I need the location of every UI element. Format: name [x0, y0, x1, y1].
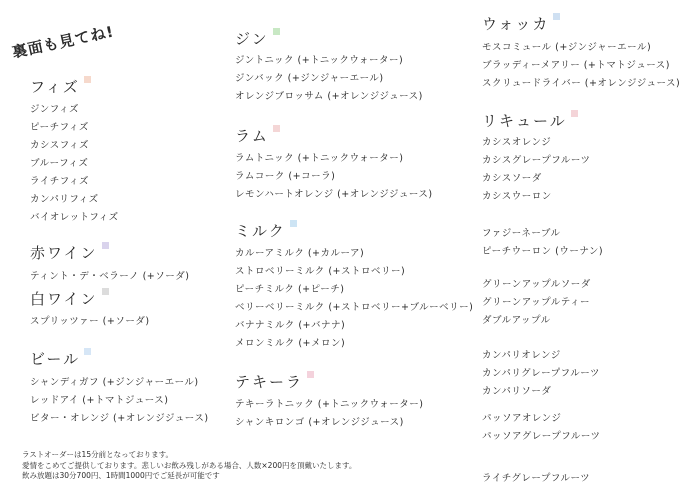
category-redwine [30, 244, 109, 262]
category-vodka [482, 15, 560, 33]
menu-item: ビター・オレンジ (+オレンジジュース) [30, 413, 209, 424]
menu-item: バナナミルク (+バナナ) [235, 320, 346, 331]
menu-item: ラムコーク (+コーラ) [235, 171, 336, 182]
beer-list [30, 374, 209, 428]
whitewine-list [30, 313, 150, 331]
menu-item: カシスグレープフルーツ [482, 155, 591, 166]
category-title-liqueur: リキュール [482, 112, 567, 130]
color-square-beer [84, 348, 91, 355]
menu-item: モスコミュール (+ジンジャーエール) [482, 42, 652, 53]
color-square-redwine [102, 242, 109, 249]
category-title-redwine: 赤ワイン [30, 244, 98, 262]
menu-item: 飲み放題は30分700円、1時間1000円でご延長が可能です [22, 471, 220, 480]
color-square-tequila [307, 371, 314, 378]
menu-item: シャンキロンゴ (+オレンジジュース) [235, 417, 404, 428]
category-gin [235, 30, 280, 48]
category-title-milk: ミルク [235, 222, 286, 240]
menu-item: カシスオレンジ [482, 137, 552, 148]
menu-item: 愛情をこめてご提供しております。悲しいお飲み残しがある場合、人数×200円を頂戴いたします。 [22, 460, 357, 470]
menu-item: グリーンアップルティー [482, 297, 591, 308]
menu-item: オレンジブロッサム (+オレンジジュース) [235, 91, 423, 102]
menu-item: カルーアミルク (+カルーア) [235, 248, 365, 259]
menu-item: ファジーネーブル [482, 228, 561, 239]
menu-item: カンパリグレープフルーツ [482, 368, 600, 379]
category-title-vodka: ウォッカ [482, 15, 550, 33]
menu-item: カシスソーダ [482, 173, 542, 184]
liqueur-passoa-group [482, 410, 600, 446]
menu-item: ジンフィズ [30, 104, 80, 115]
menu-item: ベリーベリーミルク (+ストロベリー+ブルーベリー) [235, 302, 474, 313]
category-rum [235, 127, 280, 145]
menu-item: カンパリオレンジ [482, 350, 561, 361]
fizz-list [30, 101, 119, 227]
menu-item: スプリッツァー (+ソーダ) [30, 316, 150, 327]
footer-notes [22, 450, 356, 482]
menu-item: ピーチフィズ [30, 122, 89, 133]
menu-item: シャンディガフ (+ジンジャーエール) [30, 377, 199, 388]
menu-item: レモンハートオレンジ (+オレンジジュース) [235, 189, 433, 200]
category-title-tequila: テキーラ [235, 373, 304, 391]
liqueur-peach-group [482, 225, 603, 261]
menu-item: ライチグレープフルーツ [482, 473, 591, 484]
menu-item: パッソアオレンジ [482, 413, 562, 424]
color-square-vodka [553, 13, 560, 20]
milk-list [235, 245, 473, 353]
redwine-list [30, 268, 189, 286]
back-side-note: 裏面も見てね! [10, 22, 116, 62]
menu-item: ブルーフィズ [30, 158, 89, 169]
menu-item: ダブルアップル [482, 315, 551, 326]
color-square-gin [273, 28, 280, 35]
menu-item: ピーチウーロン (ウーナン) [482, 246, 604, 257]
menu-item: ライチフィズ [30, 176, 89, 187]
menu-item: バイオレットフィズ [30, 212, 119, 223]
menu-item: グリーンアップルソーダ [482, 279, 591, 290]
category-beer [30, 350, 91, 368]
color-square-milk [290, 220, 297, 227]
category-tequila [235, 373, 314, 391]
color-square-whitewine [102, 288, 109, 295]
menu-item: レッドアイ (+トマトジュース) [30, 395, 169, 406]
liqueur-lychee-group [482, 470, 590, 488]
liqueur-apple-group [482, 276, 591, 330]
gin-list [235, 52, 423, 106]
category-title-beer: ビール [30, 350, 81, 368]
menu-item: ストロベリーミルク (+ストロベリー) [235, 266, 406, 277]
tequila-list [235, 396, 424, 432]
menu-item: メロンミルク (+メロン) [235, 338, 346, 349]
color-square-fizz [84, 76, 91, 83]
category-liqueur [482, 112, 578, 130]
menu-item: ジントニック (+トニックウォーター) [235, 55, 404, 66]
menu-item: カンパリソーダ [482, 386, 552, 397]
category-title-fizz: フィズ [30, 78, 80, 96]
color-square-rum [273, 125, 280, 132]
menu-item: ラムトニック (+トニックウォーター) [235, 153, 404, 164]
vodka-list [482, 39, 680, 93]
menu-item: テキーラトニック (+トニックウォーター) [235, 399, 424, 410]
menu-item: パッソアグレープフルーツ [482, 431, 601, 442]
menu-item: ピーチミルク (+ピーチ) [235, 284, 345, 295]
category-title-gin: ジン [235, 30, 269, 48]
menu-item: ティント・デ・ベラーノ (+ソーダ) [30, 271, 190, 282]
menu-item: カンパリフィズ [30, 194, 99, 205]
category-whitewine [30, 290, 109, 308]
menu-item: ラストオーダーは15分前となっております。 [22, 450, 173, 459]
menu-item: カシスウーロン [482, 191, 552, 202]
color-square-liqueur [571, 110, 578, 117]
menu-item: ブラッディーメアリー (+トマトジュース) [482, 60, 670, 71]
rum-list [235, 150, 433, 204]
category-title-rum: ラム [235, 127, 269, 145]
menu-item: スクリュードライバー (+オレンジジュース) [482, 78, 681, 89]
menu-item: ジンバック (+ジンジャーエール) [235, 73, 384, 84]
category-milk [235, 222, 297, 240]
liqueur-cassis-group [482, 134, 590, 206]
category-title-whitewine: 白ワイン [30, 290, 98, 308]
liqueur-campari-group [482, 347, 600, 401]
category-fizz [30, 78, 91, 96]
menu-item: カシスフィズ [30, 140, 89, 151]
